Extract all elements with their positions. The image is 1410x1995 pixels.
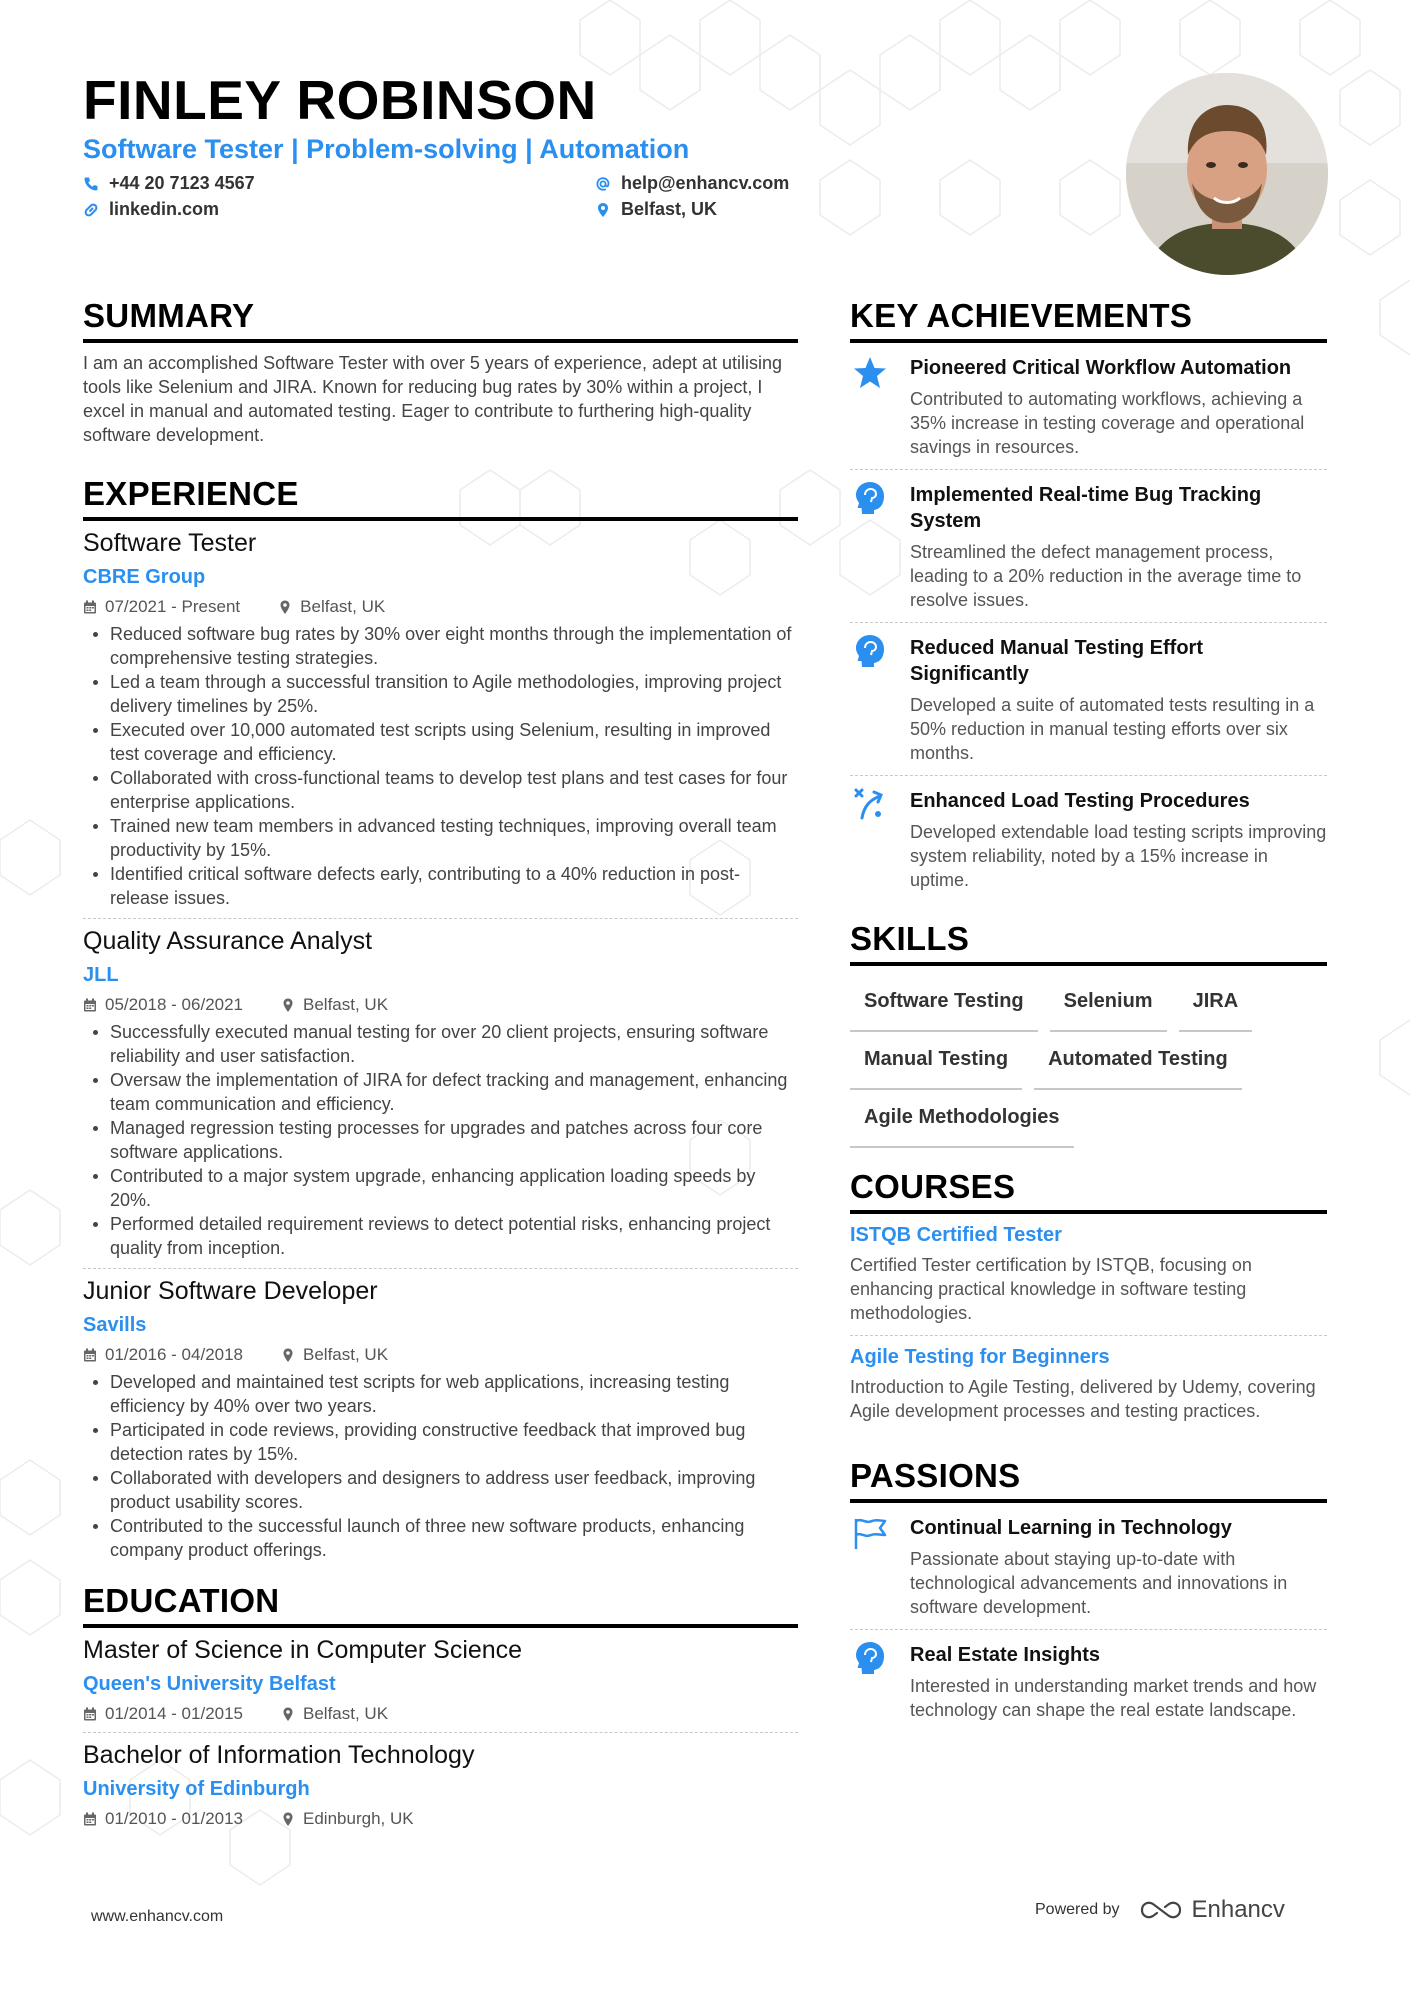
- summary-section: [83, 297, 798, 447]
- degree-title: Master of Science in Computer Science: [83, 1636, 523, 1664]
- courses-heading: COURSES: [850, 1168, 1327, 1214]
- calendar-icon: [83, 1707, 97, 1722]
- right-column: [850, 297, 1327, 1732]
- head-brain-icon: [852, 480, 888, 516]
- course-item: [850, 1346, 1327, 1433]
- experience-item: [83, 1277, 798, 1570]
- passions-heading: PASSIONS: [850, 1457, 1327, 1503]
- skills-list: [850, 974, 1327, 1148]
- education-location: Edinburgh, UK: [303, 1809, 414, 1828]
- achievement-item: [850, 776, 1327, 902]
- job-location: Belfast, UK: [303, 1345, 389, 1364]
- location-contact: [595, 199, 717, 220]
- passion-item: [850, 1503, 1327, 1630]
- bullet-item: Successfully executed manual testing for over 20 client projects, ensuring software reliability and user satisfaction.: [83, 1020, 798, 1068]
- bullet-item: Oversaw the implementation of JIRA for defect tracking and management, enhancing team communication and efficiency.: [83, 1068, 798, 1116]
- passion-title: Continual Learning in Technology: [910, 1517, 1232, 1539]
- calendar-icon: [83, 1348, 97, 1363]
- bullet-item: Identified critical software defects early, contributing to a 40% reduction in post-release issues.: [83, 862, 798, 910]
- bullet-item: Collaborated with developers and designers to address user feedback, improving product usability scores.: [83, 1466, 798, 1514]
- bullet-item: Executed over 10,000 automated test scripts using Selenium, resulting in improved test coverage and efficiency.: [83, 718, 798, 766]
- skills-section: [850, 920, 1327, 1148]
- education-item: [83, 1636, 798, 1733]
- calendar-icon: [83, 998, 97, 1013]
- location-text: Belfast, UK: [621, 199, 718, 219]
- course-item: [850, 1224, 1327, 1336]
- course-title: ISTQB Certified Tester: [850, 1224, 1062, 1246]
- bullet-item: Performed detailed requirement reviews to detect potential risks, enhancing project quality from inception.: [83, 1212, 798, 1260]
- summary-text: I am an accomplished Software Tester with over 5 years of experience, adept at utilising tools like Selenium and JIRA. Known for reducing bug rates by 30% within a project, I excel in manual and automated testing. Eager to contribute to furthering high-quality software development.: [83, 353, 783, 445]
- degree-title: Bachelor of Information Technology: [83, 1741, 475, 1769]
- bullet-item: Participated in code reviews, providing constructive feedback that improved bug detection rates by 15%.: [83, 1418, 798, 1466]
- skill-tag: Automated Testing: [1034, 1032, 1242, 1090]
- profile-photo: [1126, 73, 1328, 275]
- job-location: Belfast, UK: [300, 597, 386, 616]
- bullet-item: Collaborated with cross-functional teams to develop test plans and test cases for four enterprise applications.: [83, 766, 798, 814]
- job-bullets: [83, 622, 798, 910]
- achievement-item: [850, 623, 1327, 776]
- education-meta: [83, 1704, 798, 1724]
- course-desc: Certified Tester certification by ISTQB, focusing on enhancing practical knowledge in software testing methodologies.: [850, 1255, 1252, 1323]
- bullet-item: Contributed to the successful launch of three new software products, enhancing company product offerings.: [83, 1514, 798, 1562]
- phone-text: +44 20 7123 4567: [109, 173, 255, 193]
- experience-item: [83, 529, 798, 919]
- company-name: JLL: [83, 964, 119, 986]
- achievement-title: Enhanced Load Testing Procedures: [910, 790, 1250, 812]
- achievements-heading: KEY ACHIEVEMENTS: [850, 297, 1327, 343]
- passion-desc: Passionate about staying up-to-date with technological advancements and innovations in software development.: [910, 1549, 1288, 1617]
- head-brain-icon: [852, 1640, 888, 1676]
- school-name: University of Edinburgh: [83, 1778, 310, 1800]
- courses-section: [850, 1168, 1327, 1433]
- achievement-item: [850, 470, 1327, 623]
- job-bullets: [83, 1370, 798, 1562]
- passion-item: [850, 1630, 1327, 1732]
- location-pin-icon: [595, 202, 611, 218]
- link-icon: [83, 202, 99, 218]
- achievement-title: Implemented Real-time Bug Tracking System: [910, 484, 1262, 532]
- course-desc: Introduction to Agile Testing, delivered by Udemy, covering Agile development processes and testing practices.: [850, 1377, 1316, 1421]
- passion-desc: Interested in understanding market trends and how technology can shape the real estate landscape.: [910, 1676, 1317, 1720]
- location-pin-icon: [281, 1812, 295, 1827]
- bullet-item: Managed regression testing processes for upgrades and patches across four core software applications.: [83, 1116, 798, 1164]
- bullet-item: Led a team through a successful transition to Agile methodologies, improving project delivery timelines by 25%.: [83, 670, 798, 718]
- job-bullets: [83, 1020, 798, 1260]
- company-name: Savills: [83, 1314, 147, 1336]
- achievement-desc: Developed a suite of automated tests resulting in a 50% reduction in manual testing efforts over six months.: [910, 695, 1315, 763]
- job-meta: [83, 597, 798, 617]
- school-name: Queen's University Belfast: [83, 1673, 336, 1695]
- skill-tag: Manual Testing: [850, 1032, 1022, 1090]
- skill-tag: Agile Methodologies: [850, 1090, 1074, 1148]
- achievement-item: [850, 343, 1327, 470]
- email-contact[interactable]: [595, 173, 789, 194]
- flag-icon: [852, 1515, 888, 1551]
- passion-title: Real Estate Insights: [910, 1644, 1101, 1666]
- job-dates: 05/2018 - 06/2021: [105, 995, 244, 1014]
- skill-tag: JIRA: [1179, 974, 1253, 1032]
- achievement-desc: Contributed to automating workflows, achieving a 35% increase in testing coverage and operational savings in resources.: [910, 389, 1305, 457]
- candidate-headline: Software Tester | Problem-solving | Automation: [83, 134, 690, 164]
- education-meta: [83, 1809, 798, 1829]
- location-pin-icon: [281, 1348, 295, 1363]
- candidate-name: FINLEY ROBINSON: [83, 69, 597, 131]
- job-meta: [83, 995, 798, 1015]
- job-title: Software Tester: [83, 529, 257, 557]
- footer-website[interactable]: www.enhancv.com: [91, 1908, 224, 1925]
- location-pin-icon: [281, 1707, 295, 1722]
- achievement-title: Pioneered Critical Workflow Automation: [910, 357, 1292, 379]
- education-dates: 01/2014 - 01/2015: [105, 1704, 244, 1723]
- email-text: help@enhancv.com: [621, 173, 790, 193]
- strategy-icon: [852, 786, 888, 822]
- linkedin-contact[interactable]: [83, 199, 219, 220]
- achievement-desc: Developed extendable load testing scripts improving system reliability, noted by a 15% increase in uptime.: [910, 822, 1327, 890]
- experience-heading: EXPERIENCE: [83, 475, 798, 521]
- brand-name: Enhancv: [1191, 1896, 1285, 1923]
- experience-section: [83, 475, 798, 1570]
- education-section: [83, 1582, 798, 1837]
- skill-tag: Software Testing: [850, 974, 1038, 1032]
- education-dates: 01/2010 - 01/2013: [105, 1809, 244, 1828]
- location-pin-icon: [278, 600, 292, 615]
- head-brain-icon: [852, 633, 888, 669]
- company-name: CBRE Group: [83, 566, 206, 588]
- bullet-item: Trained new team members in advanced testing techniques, improving overall team productivity by 15%.: [83, 814, 798, 862]
- job-location: Belfast, UK: [303, 995, 389, 1014]
- calendar-icon: [83, 1812, 97, 1827]
- job-meta: [83, 1345, 798, 1365]
- education-location: Belfast, UK: [303, 1704, 389, 1723]
- course-title: Agile Testing for Beginners: [850, 1346, 1110, 1368]
- powered-by-text: Powered by: [1035, 1901, 1120, 1918]
- job-title: Junior Software Developer: [83, 1277, 378, 1305]
- enhancv-logo-icon: [1138, 1898, 1184, 1922]
- job-dates: 01/2016 - 04/2018: [105, 1345, 244, 1364]
- bullet-item: Developed and maintained test scripts for web applications, increasing testing efficiency by 40% over two years.: [83, 1370, 798, 1418]
- phone-contact[interactable]: [83, 173, 255, 194]
- education-heading: EDUCATION: [83, 1582, 798, 1628]
- phone-icon: [83, 176, 99, 192]
- left-column: [83, 297, 798, 1837]
- job-title: Quality Assurance Analyst: [83, 927, 373, 955]
- achievements-section: [850, 297, 1327, 902]
- achievement-desc: Streamlined the defect management process, leading to a 20% reduction in the average time to resolve issues.: [910, 542, 1302, 610]
- location-pin-icon: [281, 998, 295, 1013]
- at-sign-icon: [595, 176, 611, 192]
- education-item: [83, 1741, 798, 1837]
- experience-item: [83, 927, 798, 1269]
- linkedin-text: linkedin.com: [109, 199, 220, 219]
- bullet-item: Reduced software bug rates by 30% over eight months through the implementation of comprehensive testing strategies.: [83, 622, 798, 670]
- passions-section: [850, 1457, 1327, 1732]
- job-dates: 07/2021 - Present: [105, 597, 241, 616]
- calendar-icon: [83, 600, 97, 615]
- footer-branding: [1035, 1896, 1285, 1924]
- skill-tag: Selenium: [1050, 974, 1167, 1032]
- star-icon: [852, 355, 888, 391]
- achievement-title: Reduced Manual Testing Effort Significantly: [910, 637, 1203, 685]
- bullet-item: Contributed to a major system upgrade, enhancing application loading speeds by 20%.: [83, 1164, 798, 1212]
- enhancv-logo[interactable]: [1138, 1896, 1285, 1924]
- skills-heading: SKILLS: [850, 920, 1327, 966]
- summary-heading: SUMMARY: [83, 297, 798, 343]
